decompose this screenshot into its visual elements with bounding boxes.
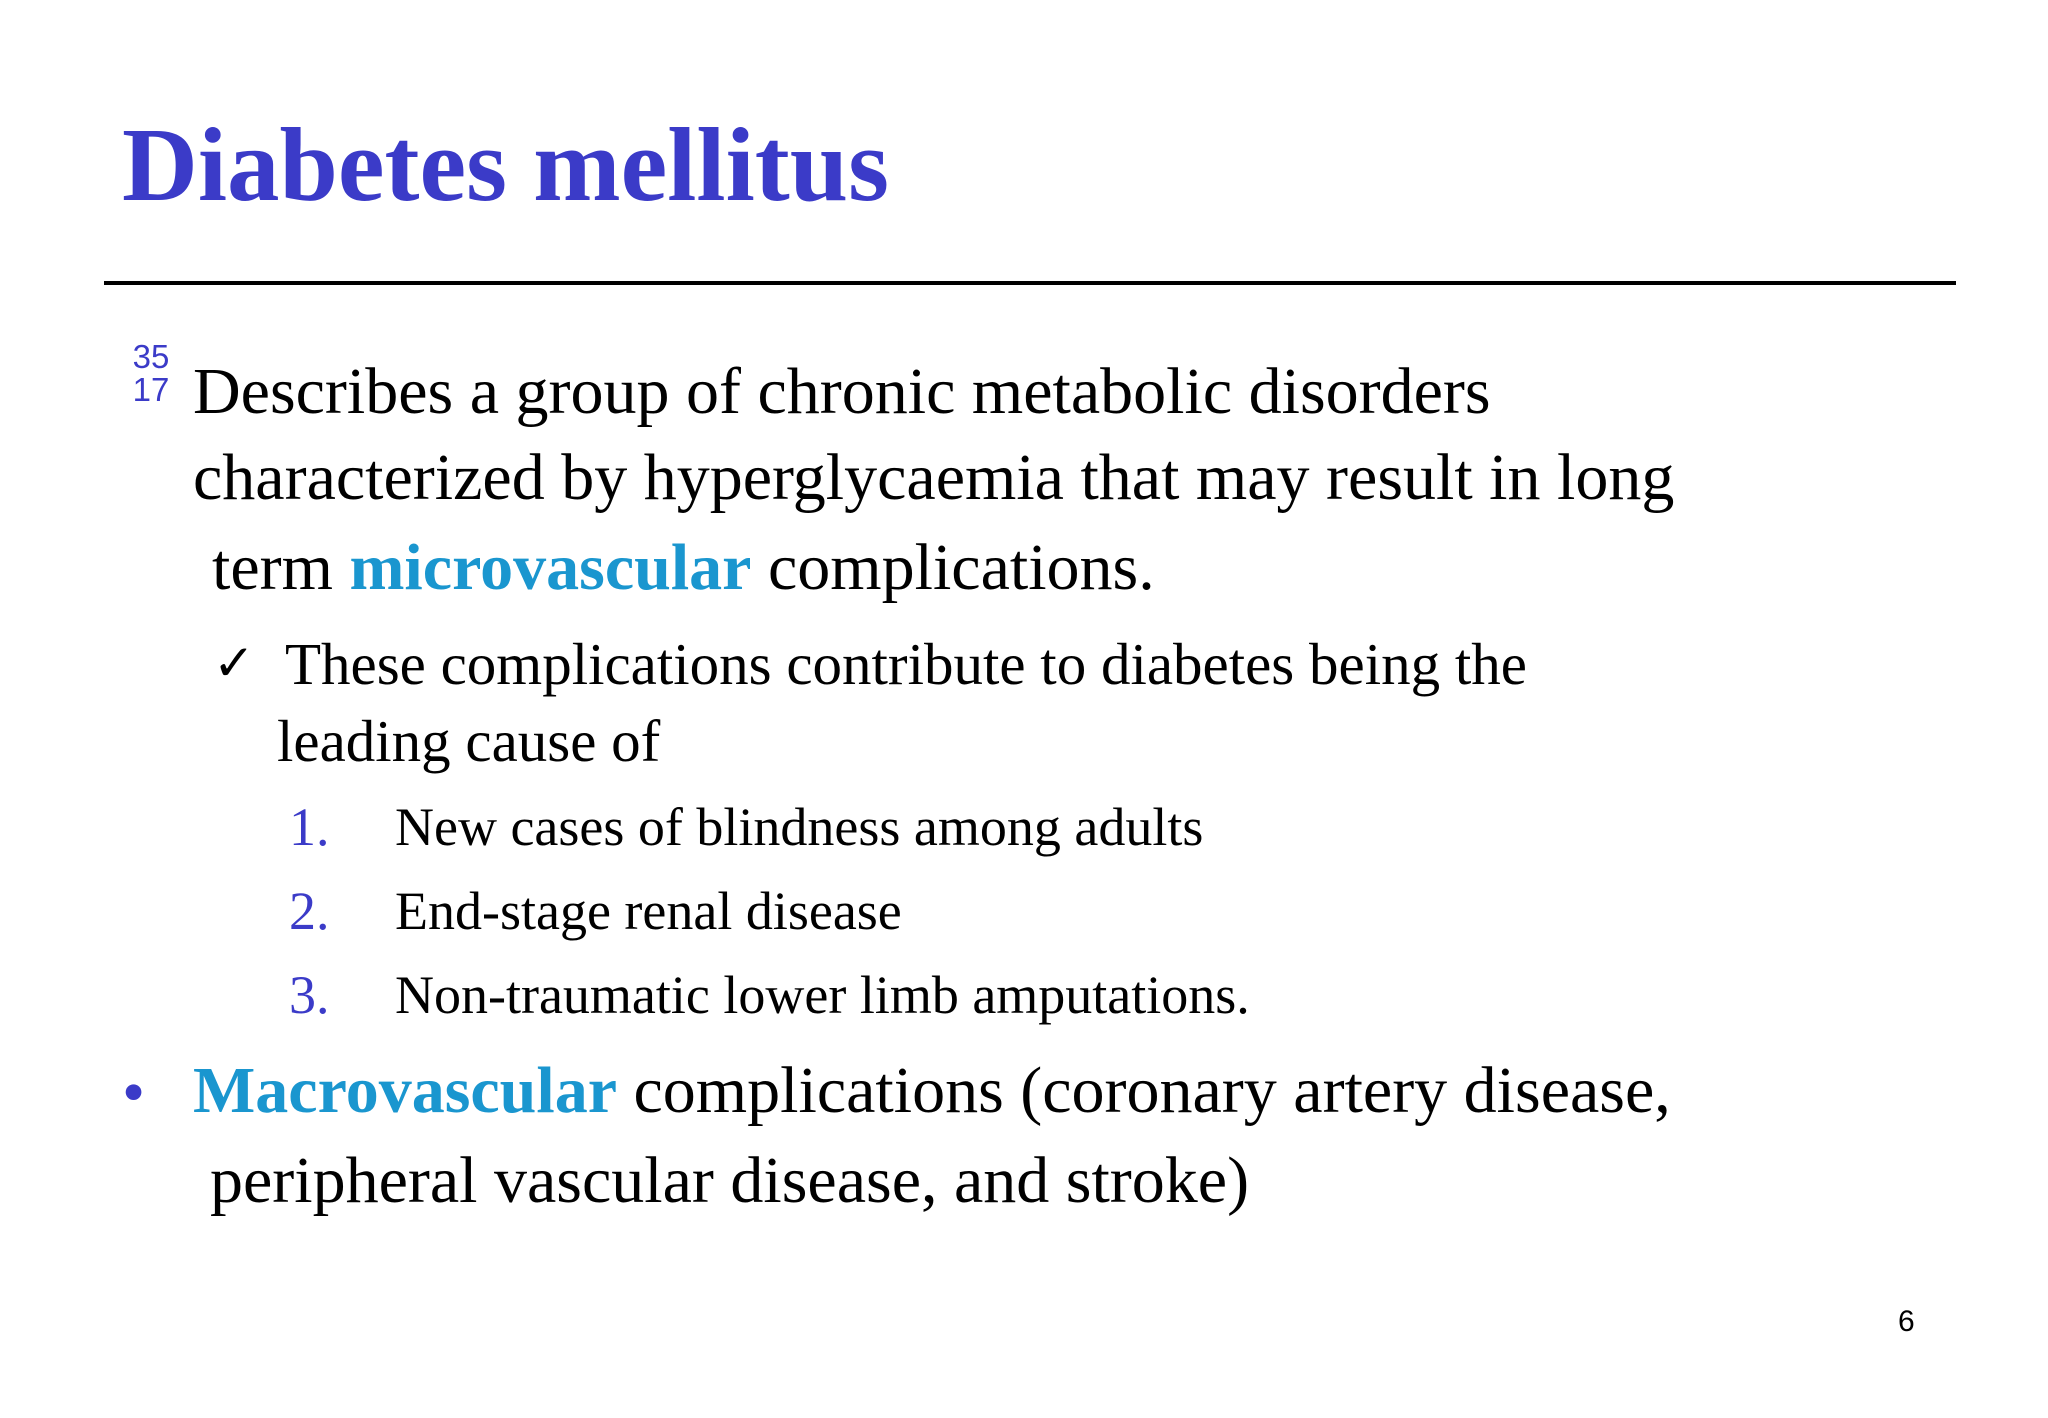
- check-icon: ✓: [213, 634, 255, 692]
- macro-line-2: peripheral vascular disease, and stroke): [210, 1144, 1250, 1217]
- title-divider: [104, 281, 1956, 285]
- slide-title: Diabetes mellitus: [122, 106, 889, 223]
- intro-line-3: [212, 531, 1155, 604]
- list-item-2: End-stage renal disease: [395, 881, 902, 941]
- macro-line-1-post: complications (coronary artery disease,: [617, 1054, 1671, 1127]
- superscript-marker: [126, 340, 176, 406]
- list-item-3: Non-traumatic lower limb amputations.: [395, 965, 1250, 1025]
- list-number-3: 3.: [289, 965, 330, 1025]
- intro-line-1: Describes a group of chronic metabolic disorders: [193, 355, 1491, 428]
- marker-numerator: 35: [132, 338, 170, 375]
- list-number-2: 2.: [289, 881, 330, 941]
- sub-line-1: These complications contribute to diabetes being the: [285, 631, 1527, 697]
- intro-line-2: characterized by hyperglycaemia that may result in long: [193, 441, 1675, 514]
- macro-line-1: [193, 1054, 1671, 1127]
- marker-denominator: 17: [132, 371, 170, 408]
- list-number-1: 1.: [289, 797, 330, 857]
- intro-line-3-pre: term: [212, 531, 350, 604]
- intro-line-3-post: complications.: [751, 531, 1155, 604]
- list-item-1: New cases of blindness among adults: [395, 797, 1204, 857]
- macrovascular-highlight: Macrovascular: [193, 1054, 618, 1127]
- page-number: 6: [1898, 1305, 1915, 1338]
- sub-line-2: leading cause of: [277, 708, 661, 774]
- microvascular-highlight: microvascular: [349, 531, 752, 604]
- bullet-icon: •: [122, 1056, 146, 1129]
